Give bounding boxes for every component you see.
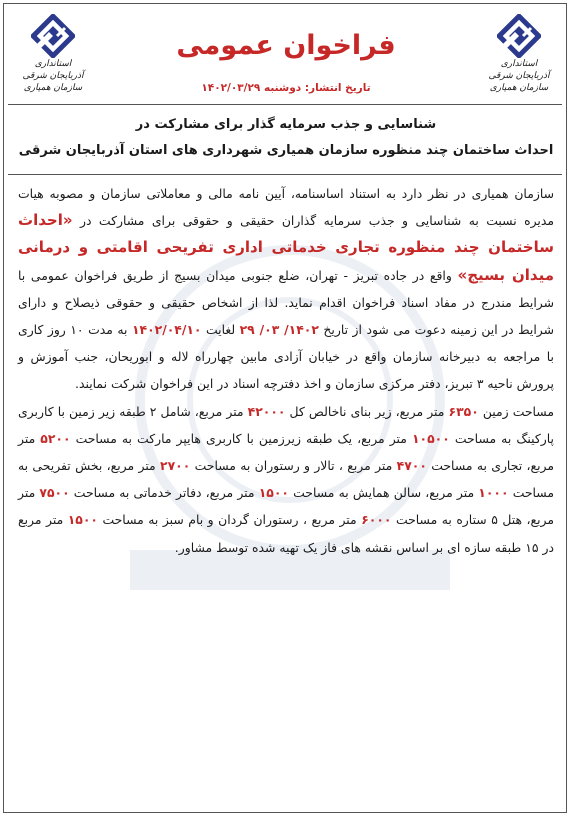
- body-paragraph-1: [18, 180, 554, 398]
- body-text: به مدت ۱۰ روز کاری با مراجعه به دبیرخانه سازمان واقع در خیابان آزادی مابین چهارراه لاله و ابوریحان، جنب آموزش و پرورش ناحیه ۳ تبریز، دفتر مرکزی سازمان و اخذ دفترچه اسناد در این فراخوان شرکت نمایند.: [18, 322, 554, 392]
- body-text: متر مربع، شامل ۲ طبقه زیر زمین با کاربری پارکینگ به مساحت: [18, 403, 554, 446]
- area-value: ۷۵۰۰: [39, 485, 70, 501]
- logo-caption-line1: استانداری آذربایجان شرقی: [22, 59, 84, 81]
- body-text: متر مربع ، تالار و رستوران به مساحت: [190, 458, 397, 474]
- area-value: ۶۰۰۰: [361, 512, 392, 528]
- body-text: متر مربع، یک طبقه زیرزمین با کاربری هایپر مارکت به مساحت: [70, 430, 412, 446]
- notice-subject: [0, 112, 572, 164]
- body-text: سازمان همیاری در نظر دارد به استناد اساسنامه، آیین نامه مالی و معاملاتی سازمان و مصوبه هیات مدیره نسبت به شناسایی و جذب سرمایه گذاران حقیقی و حقوقی برای مشارکت در: [18, 186, 554, 229]
- body-text: واقع در جاده تبریز - تهران، ضلع جنوبی میدان بسیج از طریق فراخوان عمومی با شرایط مندرج در مفاد اسناد فراخوان اقدام نماید. لذا از اشخاص حقیقی و حقوقی ذیصلاح و دارای شرایط در این زمینه دعوت می شود از تاریخ: [18, 267, 555, 338]
- area-value: ۴۷۰۰: [396, 458, 427, 474]
- area-value: ۱۰۵۰۰: [411, 430, 450, 446]
- project-title-highlight: «احداث ساختمان چند منظوره تجاری خدماتی اداری تفریحی اقامتی و درمانی میدان بسیج»: [18, 211, 554, 284]
- logo-caption-line1: استانداری آذربایجان شرقی: [488, 59, 550, 81]
- divider: [8, 104, 562, 105]
- page-title: فراخوان عمومی: [176, 30, 396, 61]
- logo-caption-line2: سازمان همیاری: [489, 83, 549, 93]
- subject-line-1: شناسایی و جذب سرمایه گذار برای مشارکت در: [135, 117, 437, 132]
- body-text: لغایت: [201, 322, 240, 338]
- body-text: متر مربع، هتل ۵ ستاره به مساحت: [18, 485, 555, 528]
- body-text: متر مربع در ۱۵ طبقه سازه ای بر اساس نقشه های فاز یک تهیه شده توسط مشاور.: [18, 512, 554, 555]
- divider: [8, 174, 562, 175]
- area-value: ۱۵۰۰: [258, 485, 289, 501]
- area-value: ۲۷۰۰: [160, 458, 191, 474]
- publish-date: تاریخ انتشار: دوشنبه ۱۴۰۲/۰۳/۲۹: [201, 82, 371, 94]
- subject-line-2: احداث ساختمان چند منظوره سازمان همیاری شهرداری های استان آذربایجان شرقی: [18, 143, 554, 158]
- body-text: متر مربع، دفاتر خدماتی به مساحت: [69, 485, 259, 501]
- body-text: متر مربع ، رستوران گردان و بام سبز به مساحت: [97, 512, 362, 528]
- notice-body: [18, 180, 554, 561]
- area-value: ۴۲۰۰۰: [247, 403, 286, 419]
- logo-caption-line2: سازمان همیاری: [23, 83, 83, 93]
- body-text: مساحت زمین: [478, 403, 555, 419]
- body-text: متر مربع، زیر بنای ناخالص کل: [285, 403, 449, 419]
- body-paragraph-2: [18, 398, 554, 561]
- area-value: ۶۳۵۰: [448, 403, 479, 419]
- body-text: متر مربع، تجاری به مساحت: [18, 430, 554, 474]
- area-value: ۱۵۰۰: [67, 512, 98, 528]
- body-text: متر مربع، سالن همایش به مساحت: [288, 485, 479, 501]
- start-date: ۱۴۰۲/ ۰۳/ ۲۹: [239, 322, 319, 338]
- area-value: ۵۲۰۰: [40, 430, 71, 446]
- area-value: ۱۰۰۰: [478, 485, 509, 501]
- end-date: ۱۴۰۲/۰۴/۱۰: [131, 322, 202, 338]
- body-text: متر مربع، بخش تفریحی به مساحت: [18, 458, 554, 501]
